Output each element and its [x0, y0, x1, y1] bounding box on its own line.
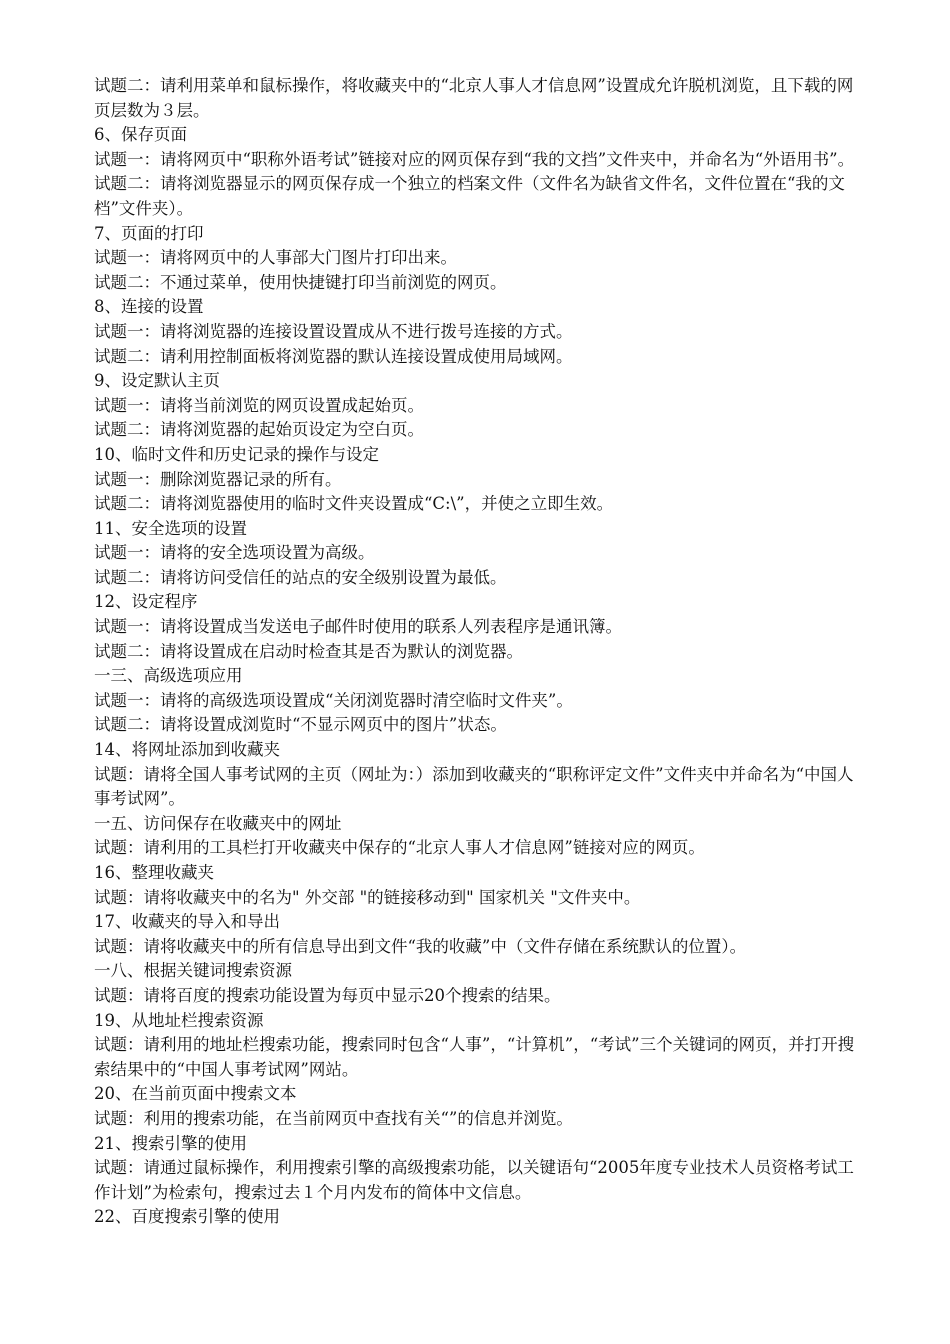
section-heading: 11、安全选项的设置	[94, 518, 247, 538]
section-heading: 6、保存页面	[94, 125, 187, 145]
question-text: 试题：请利用的地址栏搜索功能，搜索同时包含“人事”，“计算机”，“考试”三个关键词的网页，并打开搜索结果中的“中国人事考试网”网站。	[94, 1035, 855, 1079]
section-heading: 10、临时文件和历史记录的操作与设定	[94, 444, 379, 464]
question-text: 试题二：不通过菜单，使用快捷键打印当前浏览的网页。	[94, 272, 507, 292]
question-text: 试题二：请将设置成在启动时检查其是否为默认的浏览器。	[94, 641, 523, 661]
question-text: 试题：请通过鼠标操作，利用搜索引擎的高级搜索功能，以关键语句“2005年度专业技术人员资格考试工作计划”为检索句，搜索过去１个月内发布的简体中文信息。	[94, 1158, 854, 1202]
section-heading: 17、收藏夹的导入和导出	[94, 912, 280, 932]
section-heading: 16、整理收藏夹	[94, 863, 214, 882]
question-text: 试题一：请将网页中的人事部大门图片打印出来。	[94, 248, 457, 268]
question-text: 试题一：请将的高级选项设置成“关闭浏览器时清空临时文件夹”。	[94, 690, 573, 710]
document-page	[94, 74, 866, 1230]
question-text: 试题二：请将浏览器显示的网页保存成一个独立的档案文件（文件名为缺省文件名，文件位置在“我的文档”文件夹）。	[94, 174, 845, 218]
question-text: 试题：利用的搜索功能，在当前网页中查找有关“”的信息并浏览。	[94, 1108, 573, 1128]
section-heading: 8、连接的设置	[94, 297, 204, 317]
section-heading: 7、页面的打印	[94, 223, 204, 243]
question-text: 试题：请将收藏夹中的名为" 外交部 "的链接移动到" 国家机关 "文件夹中。	[94, 887, 641, 907]
section-heading: 14、将网址添加到收藏夹	[94, 740, 280, 760]
question-text: 试题：请将全国人事考试网的主页（网址为：）添加到收藏夹的“职称评定文件”文件夹中并命名为“中国人事考试网”。	[94, 764, 854, 809]
question-text: 试题一：请将的安全选项设置为高级。	[94, 543, 375, 563]
section-heading: 20、在当前页面中搜索文本	[94, 1084, 297, 1104]
question-text: 试题一：请将当前浏览的网页设置成起始页。	[94, 395, 424, 415]
question-text: 试题：请利用的工具栏打开收藏夹中保存的“北京人事人才信息网”链接对应的网页。	[94, 838, 705, 858]
question-text: 试题二：请将设置成浏览时“不显示网页中的图片”状态。	[94, 715, 507, 735]
question-text: 试题一：请将设置成当发送电子邮件时使用的联系人列表程序是通讯簿。	[94, 617, 622, 637]
question-text: 试题二：请将访问受信任的站点的安全级别设置为最低。	[94, 567, 507, 587]
section-heading: 12、设定程序	[94, 592, 198, 612]
question-text: 试题二：请将浏览器的起始页设定为空白页。	[94, 420, 424, 440]
question-text: 试题一：删除浏览器记录的所有。	[94, 469, 342, 489]
section-heading: 21、搜索引擎的使用	[94, 1133, 247, 1153]
question-text: 试题：请将收藏夹中的所有信息导出到文件“我的收藏”中（文件存储在系统默认的位置）。	[94, 936, 747, 956]
question-text: 试题一：请将网页中“职称外语考试”链接对应的网页保存到“我的文挡”文件夹中，并命名为“外语用书”。	[94, 149, 855, 169]
question-text: 试题二：请将浏览器使用的临时文件夹设置成“C:\”，并使之立即生效。	[94, 494, 614, 514]
section-heading: 9、设定默认主页	[94, 371, 220, 391]
question-text: 试题：请将百度的搜索功能设置为每页中显示20个搜索的结果。	[94, 985, 561, 1005]
question-text: 试题一：请将浏览器的连接设置设置成从不进行拨号连接的方式。	[94, 321, 573, 341]
section-heading: 22、百度搜索引擎的使用	[94, 1207, 280, 1227]
question-text: 试题二：请利用控制面板将浏览器的默认连接设置成使用局域网。	[94, 346, 573, 366]
question-text: 试题二：请利用菜单和鼠标操作，将收藏夹中的“北京人事人才信息网”设置成允许脱机浏览，且下载的网页层数为３层。	[94, 76, 854, 120]
section-heading: 19、从地址栏搜索资源	[94, 1010, 264, 1030]
section-heading: 一五、访问保存在收藏夹中的网址	[94, 813, 342, 833]
section-heading: 一三、高级选项应用	[94, 666, 243, 686]
section-heading: 一八、根据关键词搜索资源	[94, 961, 292, 981]
